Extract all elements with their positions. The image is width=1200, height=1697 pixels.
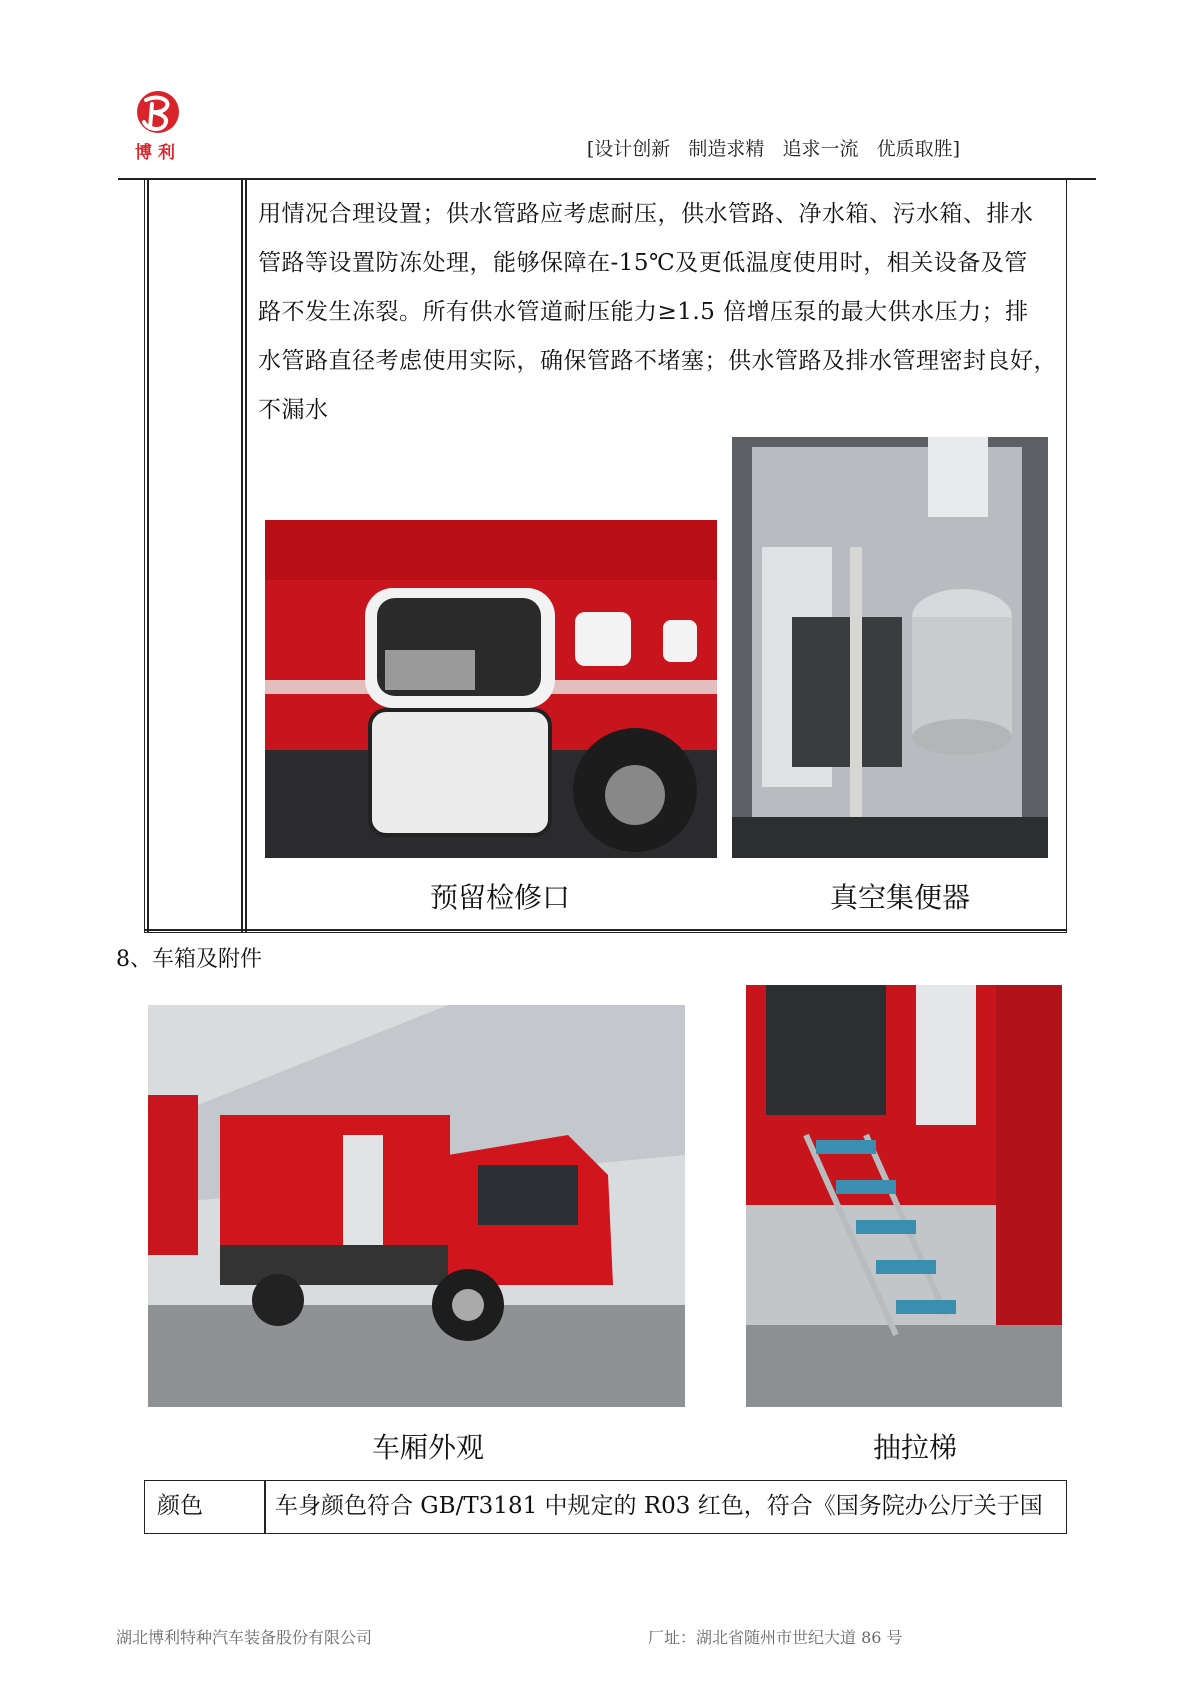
photo-vacuum-toilet [732, 437, 1048, 858]
company-logo [128, 88, 188, 136]
photo-maintenance-port [265, 520, 717, 858]
paragraph-line: 水管路直径考虑使用实际，确保管路不堵塞；供水管路及排水管理密封良好， [258, 348, 1057, 374]
footer-company: 湖北博利特种汽车装备股份有限公司 [116, 1628, 373, 1647]
color-label: 颜色 [157, 1493, 203, 1519]
upper-table-inner-left [147, 178, 149, 933]
photo-pull-out-ladder [746, 985, 1062, 1407]
paragraph-line: 不漏水 [258, 397, 329, 423]
upper-table-column-divider-2 [245, 178, 247, 933]
paragraph-line: 路不发生冻裂。所有供水管道耐压能力≥1.5 倍增压泵的最大供水压力；排 [258, 299, 1029, 325]
color-table-divider [264, 1480, 266, 1534]
paragraph-line: 管路等设置防冻处理，能够保障在-15℃及更低温度使用时，相关设备及管 [258, 250, 1028, 276]
caption-vehicle-exterior: 车厢外观 [371, 1431, 484, 1464]
caption-pull-out-ladder: 抽拉梯 [872, 1431, 957, 1464]
header-slogan: [设计创新 制造求精 追求一流 优质取胜] [586, 138, 960, 160]
upper-table-bottom-rule [144, 929, 1067, 931]
section-heading: 8、车箱及附件 [116, 947, 262, 972]
upper-table-column-divider [241, 178, 243, 933]
footer-address: 厂址：湖北省随州市世纪大道 86 号 [648, 1628, 903, 1647]
logo-text: 博利 [135, 143, 181, 163]
caption-vacuum-toilet: 真空集便器 [829, 881, 970, 914]
color-text: 车身颜色符合 GB/T3181 中规定的 R03 红色，符合《国务院办公厅关于国 [275, 1493, 1043, 1519]
caption-maintenance-port: 预留检修口 [429, 881, 570, 914]
paragraph-line: 用情况合理设置；供水管路应考虑耐压，供水管路、净水箱、污水箱、排水 [258, 201, 1034, 227]
photo-vehicle-exterior [148, 1005, 685, 1407]
paragraph-water-supply [258, 190, 1058, 435]
